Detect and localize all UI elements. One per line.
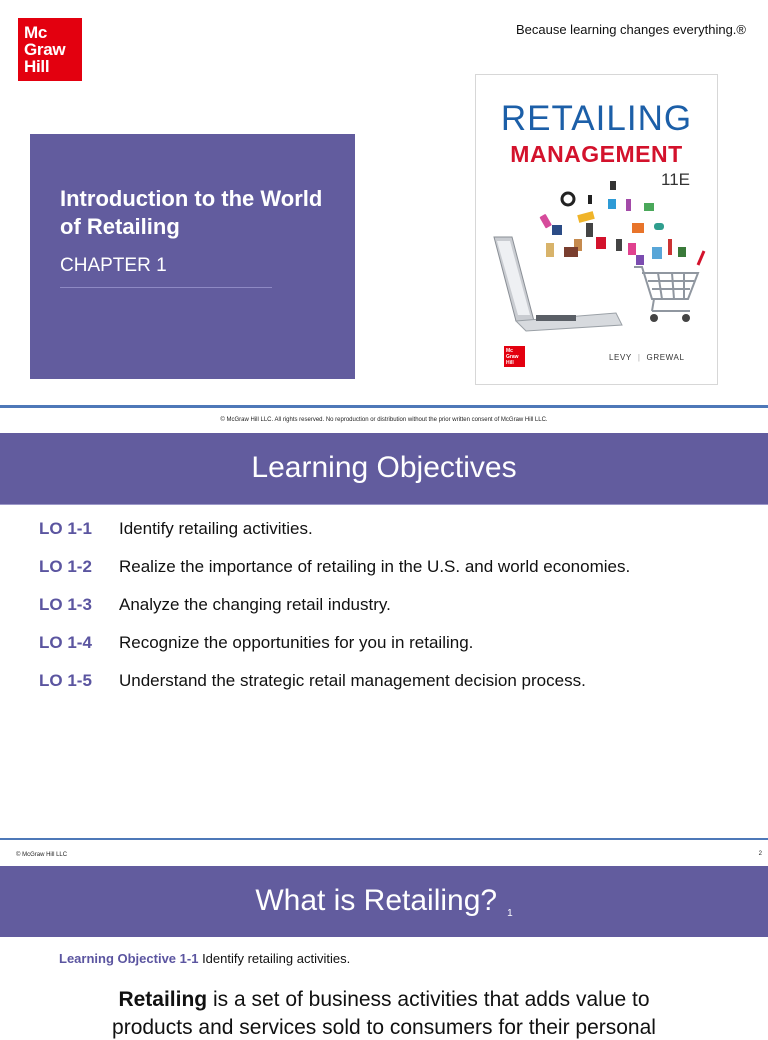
book-cover [475,74,718,385]
logo-line-3: Hill [24,57,50,76]
objective-text: Recognize the opportunities for you in retailing. [119,633,474,652]
objective-code: LO 1-5 [39,671,92,690]
objective-row [39,633,473,653]
objective-code: LO 1-3 [39,595,92,614]
definition-text-line-2: products and services sold to consumers for their personal [112,1016,656,1039]
cover-author-2: GREWAL [646,353,685,362]
title-box [30,134,355,379]
objective-row [39,557,630,577]
learning-objective-label: Learning Objective 1-1 [59,951,199,966]
learning-objective-text: Identify retailing activities. [202,951,351,966]
objective-row [39,671,586,691]
cover-publisher-logo: Mc Graw Hill [504,346,525,367]
cover-author-1: LEVY [609,353,632,362]
heading-superscript: 1 [507,908,513,919]
author-separator: | [637,353,641,362]
slide-title: Introduction to the World of Retailing [60,186,323,239]
objective-code: LO 1-2 [39,557,92,576]
objective-text: Understand the strategic retail management decision process. [119,671,586,690]
definition-term: Retailing [118,988,208,1011]
objective-row [39,519,313,539]
objective-code: LO 1-1 [39,519,92,538]
footer-copyright: © McGraw Hill LLC [16,852,68,858]
cover-authors [609,353,685,362]
objective-text: Identify retailing activities. [119,519,313,538]
cover-edition: 11E [661,170,690,189]
objective-code: LO 1-4 [39,633,92,652]
mcgraw-hill-logo [18,18,82,81]
learning-objectives-heading: Learning Objectives [0,433,768,505]
tagline: Because learning changes everything.® [515,22,746,37]
product-icons [539,181,686,265]
chapter-label: CHAPTER 1 [60,255,167,276]
definition-body: is a set of business activities that adds value to [212,988,650,1011]
cover-title-line-1: RETAILING [500,99,693,138]
logo-line-1: Mc [24,23,48,42]
slide-divider [0,838,768,840]
heading-text: What is Retailing? [255,884,498,917]
objective-row [39,595,391,615]
page-number: 2 [758,851,762,857]
learning-objective-line [59,951,350,966]
title-underline [60,287,272,288]
copyright-notice: © McGraw Hill LLC. All rights reserved. No reproduction or distribution without the prior written consent of McGraw Hill LLC. [220,417,548,423]
slide-divider [0,405,768,408]
objective-text: Analyze the changing retail industry. [119,595,391,614]
shopping-cart-icon [634,267,698,311]
what-is-retailing-heading [0,866,768,937]
laptop-icon [494,237,622,331]
objective-text: Realize the importance of retailing in the U.S. and world economies. [119,557,631,576]
definition-text [0,988,768,1012]
logo-line-2: Graw [24,40,66,59]
cover-title-line-2: MANAGEMENT [510,141,683,167]
